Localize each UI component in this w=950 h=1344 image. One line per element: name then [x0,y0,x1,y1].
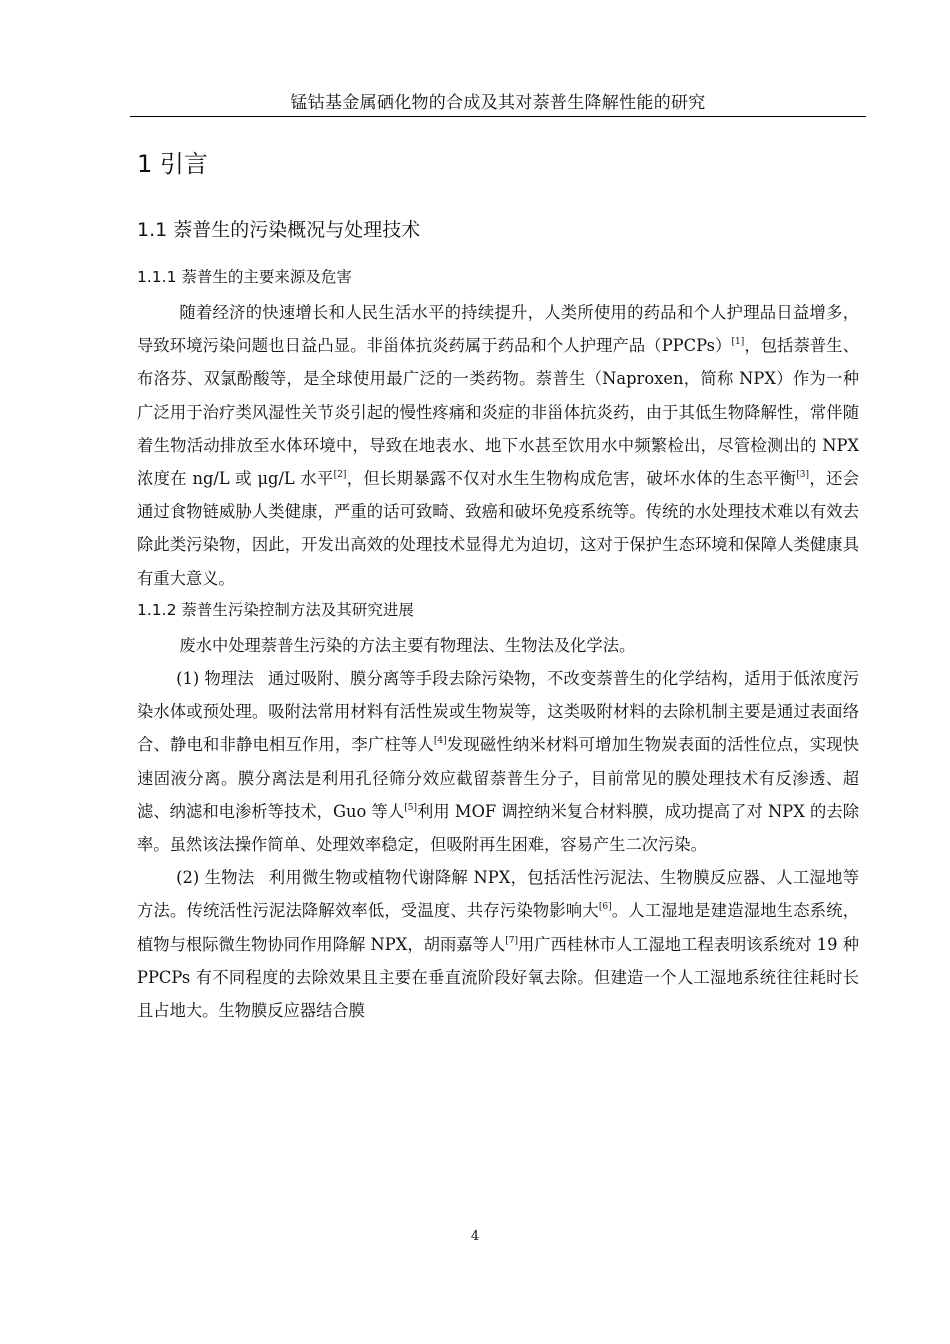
text-run: 通过吸附、膜分离等手段去除污染物，不改变萘普生的化学结构，适用于低浓度污染水体或预处理。吸附法常用材料有活性炭或生物炭等，这类吸附材料的去除机制主要是通过表面络合、静电和非静电相互作用，李广柱等人 [137,669,859,755]
citation-6: [6] [598,902,612,913]
text-run: 。人工湿地是建造湿地生态系统，植物与根际微生物协同作用降解 NPX，胡雨嘉等人 [137,901,859,954]
text-run: ，但长期暴露不仅对水生生物构成危害，破坏水体的生态平衡 [346,469,797,489]
citation-3: [3] [796,470,810,481]
page-number: 4 [470,1229,480,1244]
list-label: (2) 生物法 [176,868,255,888]
paragraph-sources-hazards [137,296,859,595]
subsection-title-1-1-1: 1.1.1 萘普生的主要来源及危害 [137,268,352,286]
text-run: 随着经济的快速增长和人民生活水平的持续提升，人类所使用的药品和个人护理品日益增多，导致环境污染问题也日益凸显。非甾体抗炎药属于药品和个人护理产品（PPCPs） [137,303,859,356]
text-run: 发现磁性纳米材料可增加生物炭表面的活性位点，实现快速固液分离。膜分离法是利用孔径筛分效应截留萘普生分子，目前常见的膜处理技术有反渗透、超滤、纳滤和电渗析等技术，Guo 等人 [137,735,859,821]
paragraph-physical-method [137,662,859,861]
header-rule [130,116,866,117]
running-header: 锰钴基金属硒化物的合成及其对萘普生降解性能的研究 [290,93,706,113]
chapter-title: 1 引言 [137,150,208,178]
citation-1: [1] [731,337,745,348]
list-label: (1) 物理法 [176,669,254,689]
subsection-title-1-1-2: 1.1.2 萘普生污染控制方法及其研究进展 [137,600,414,619]
text-run: 利用 MOF 调控纳米复合材料膜，成功提高了对 NPX 的去除率。虽然该法操作简单、处理效率稳定，但吸附再生困难，容易产生二次污染。 [137,801,859,855]
citation-4: [4] [433,736,447,747]
paragraph-methods-intro: 废水中处理萘普生污染的方法主要有物理法、生物法及化学法。 [179,635,636,655]
citation-2: [2] [333,470,347,481]
citation-7: [7] [505,935,518,946]
text-run: 用广西桂林市人工湿地工程表明该系统对 19 种 PPCPs 有不同程度的去除效果且主要在垂直流阶段好氧去除。但建造一个人工湿地系统往往耗时长且占地大。生物膜反应器结合膜 [137,934,859,1021]
text-run: ，还会通过食物链威胁人类健康，严重的话可致畸、致癌和破坏免疫系统等。传统的水处理技术难以有效去除此类污染物，因此，开发出高效的处理技术显得尤为迫切，这对于保护生态环境和保障人类健康具有重大意义。 [137,469,859,588]
text-run: 利用微生物或植物代谢降解 NPX，包括活性污泥法、生物膜反应器、人工湿地等方法。传统活性污泥法降解效率低，受温度、共存污染物影响大 [137,868,859,921]
text-run: ，包括萘普生、布洛芬、双氯酚酸等，是全球使用最广泛的一类药物。萘普生（Naproxen，简称 NPX）作为一种广泛用于治疗类风湿性关节炎引起的慢性疼痛和炎症的非甾体抗炎药，由于其低生物降解性，常伴随着生物活动排放至水体环境中，导致在地表水、地下水甚至饮用水中频繁检出，尽管检测出的 NPX 浓度在 ng/L 或 μg/L 水平 [137,336,859,489]
page-body [137,138,859,1027]
citation-5: [5] [404,802,417,813]
section-title: 1.1 萘普生的污染概况与处理技术 [137,219,421,241]
paragraph-biological-method [137,861,859,1027]
